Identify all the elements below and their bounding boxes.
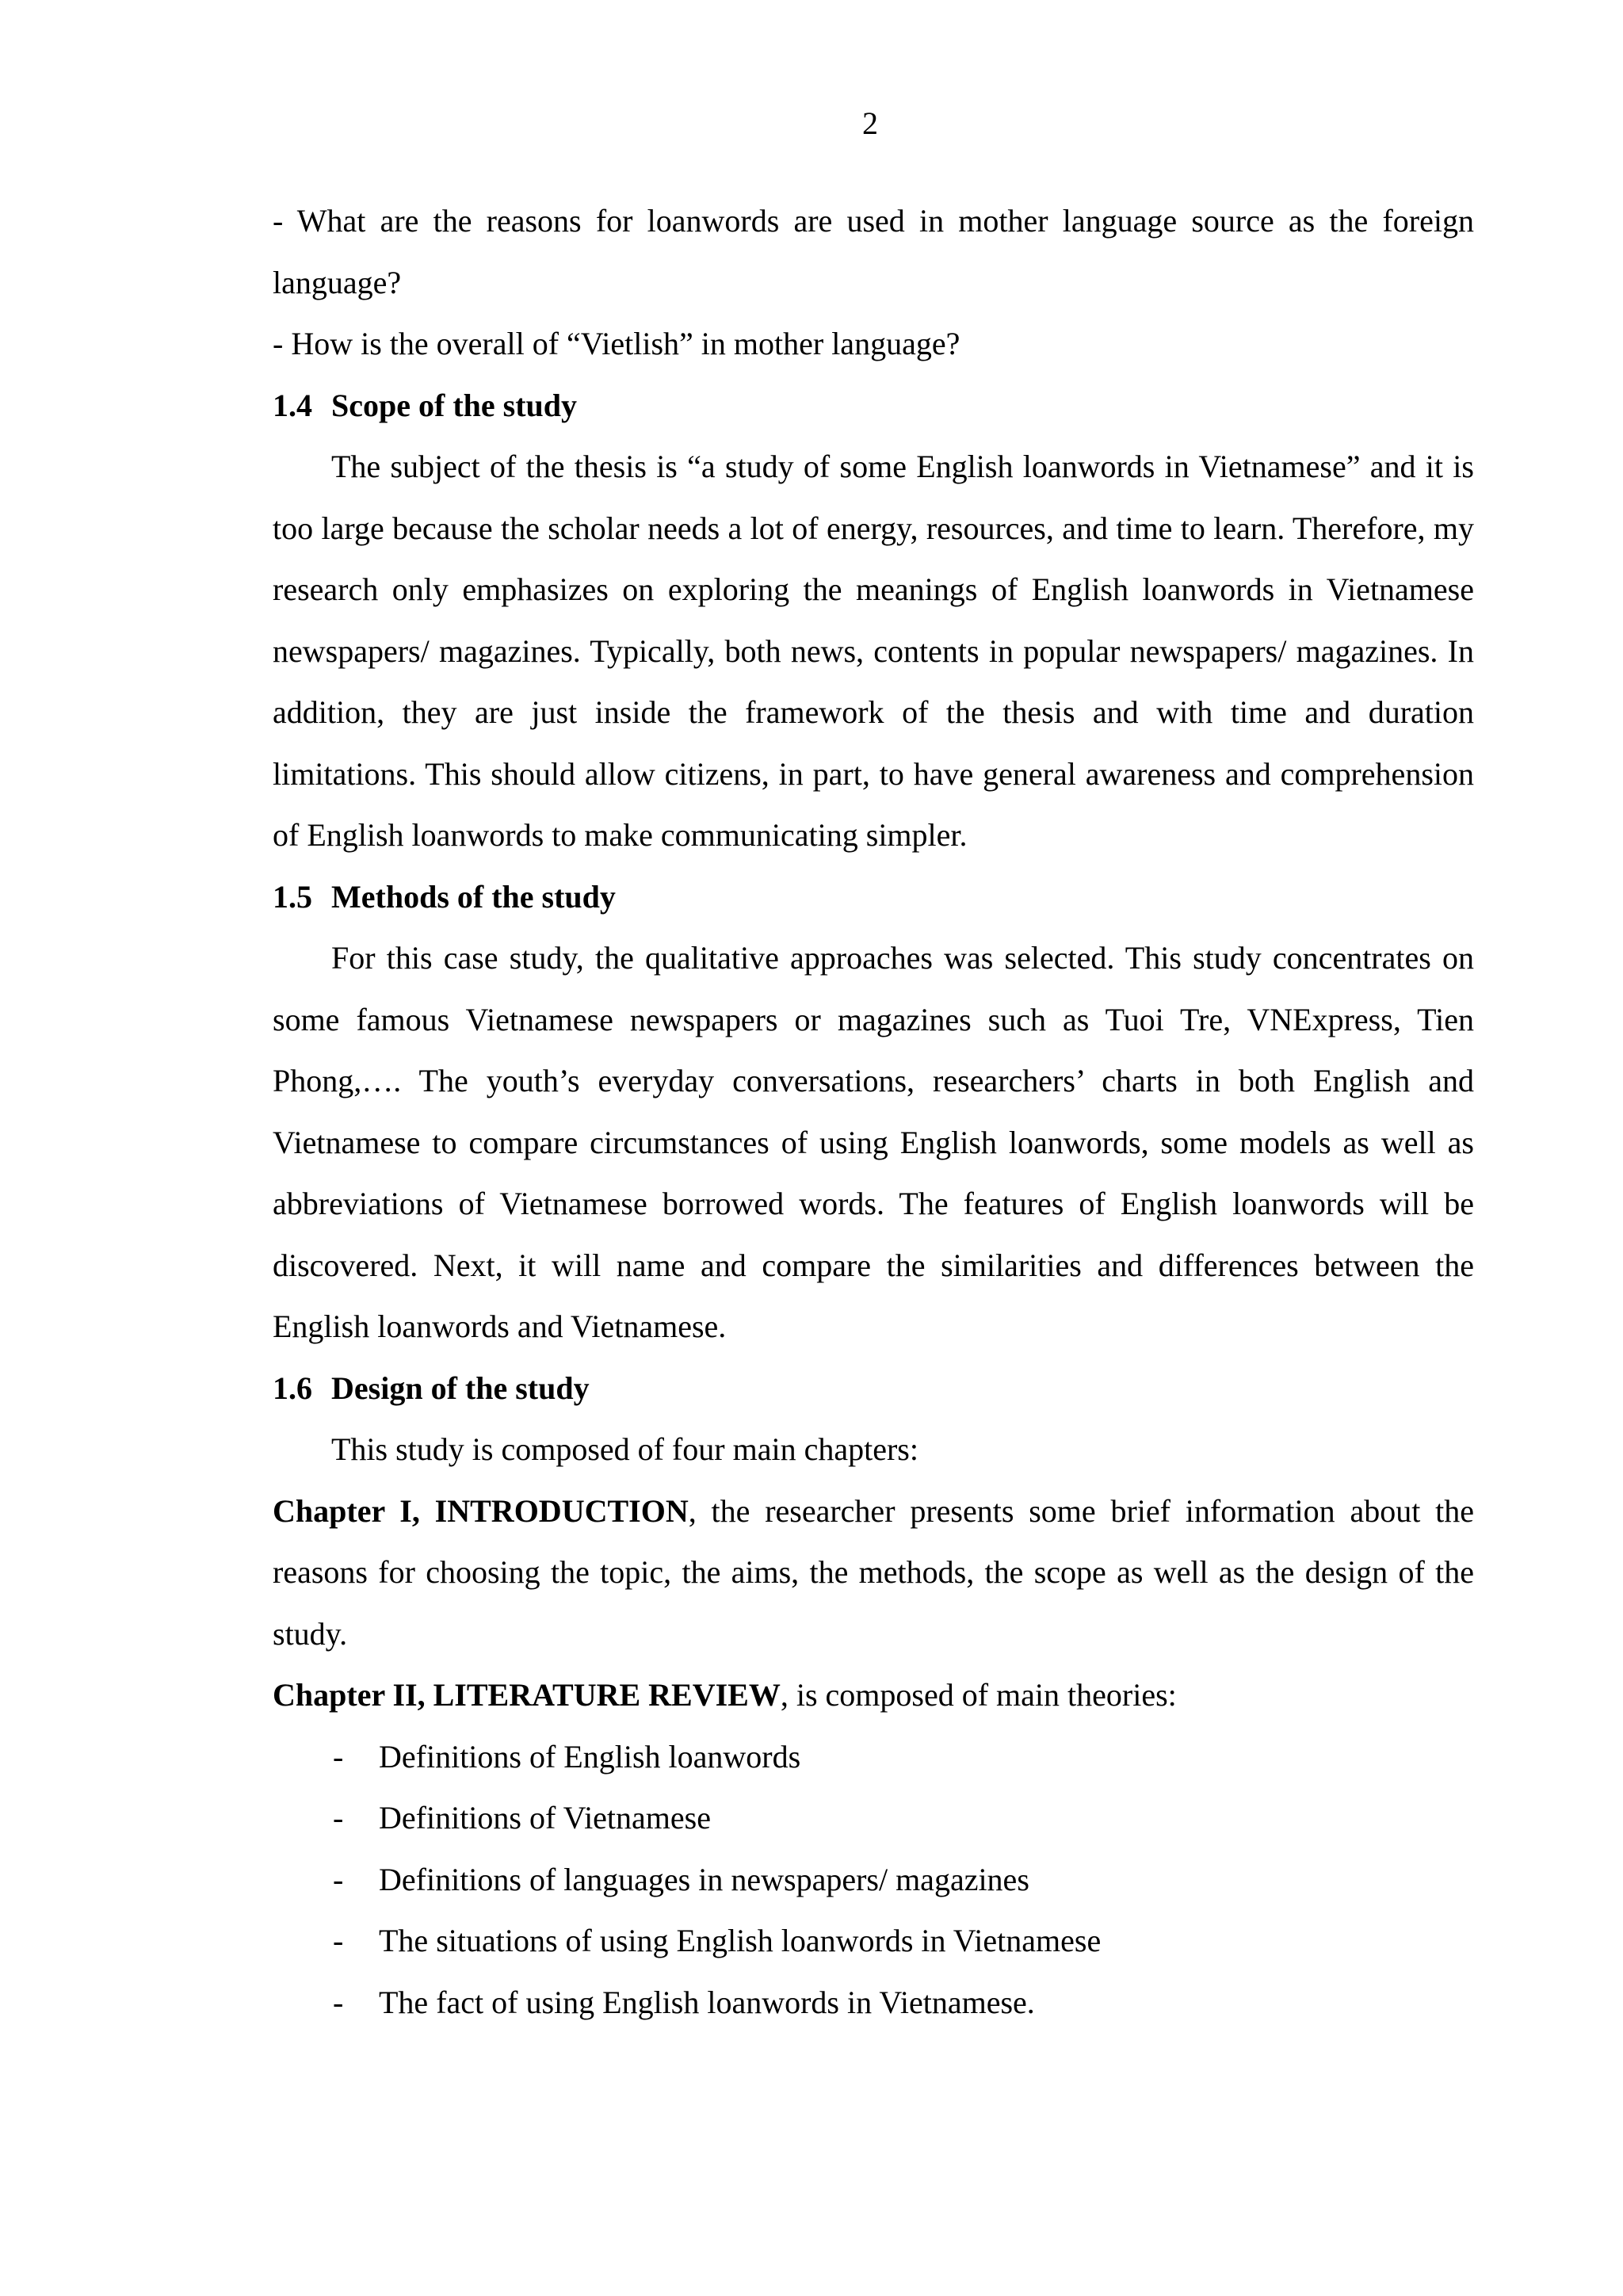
list-dash: -: [333, 1923, 344, 1958]
chapter-1-label: Chapter I, INTRODUCTION: [273, 1492, 689, 1529]
list-item-text: Definitions of English loanwords: [379, 1738, 801, 1775]
section-number: 1.5: [273, 878, 312, 915]
section-number: 1.6: [273, 1370, 312, 1406]
chapter-2-text: , is composed of main theories:: [780, 1677, 1177, 1713]
list-item: [273, 1910, 1474, 1972]
section-title: Design of the study: [331, 1370, 590, 1406]
chapter-2-theory-list: [273, 1726, 1474, 2034]
list-dash: -: [333, 1800, 344, 1836]
list-item-text: Definitions of languages in newspapers/ magazines: [379, 1861, 1029, 1897]
section-heading-scope: [273, 375, 1474, 437]
list-item: [273, 1726, 1474, 1788]
scope-paragraph: The subject of the thesis is “a study of some English loanwords in Vietnamese” and it is too large because the scholar needs a lot of energy, resources, and time to learn. Therefore, my research only emphasizes on exploring the meanings of English loanwords in Vietnamese newspapers/ magazines. Typically, both news, contents in popular newspapers/ magazines. In addition, they are just inside the framework of the thesis and with time and duration limitations. This should allow citizens, in part, to have general awareness and comprehension of English loanwords to make communicating simpler.: [273, 449, 1474, 853]
design-intro: This study is composed of four main chapters:: [331, 1431, 918, 1467]
chapter-1-text: , the researcher presents some brief information about the reasons for choosing the topic, the aims, the methods, the scope as well as the design of the study.: [273, 1492, 1474, 1652]
list-item-text: Definitions of Vietnamese: [379, 1800, 711, 1836]
page-content: [273, 190, 1474, 2033]
chapter-2-paragraph: [273, 1664, 1474, 1726]
list-item-text: The situations of using English loanwords in Vietnamese: [379, 1923, 1102, 1958]
chapter-1-paragraph: [273, 1480, 1474, 1665]
list-item: [273, 1972, 1474, 2034]
list-dash: -: [333, 1861, 344, 1897]
page-number: 2: [862, 105, 878, 141]
methods-paragraph: For this case study, the qualitative approaches was selected. This study concentrates on some famous Vietnamese newspapers or magazines such as Tuoi Tre, VNExpress, Tien Phong,…. The youth’s everyday conversations, researchers’ charts in both English and Vietnamese to compare circumstances of using English loanwords, some models as well as abbreviations of Vietnamese borrowed words. The features of English loanwords will be discovered. Next, it will name and compare the similarities and differences between the English loanwords and Vietnamese.: [273, 940, 1474, 1344]
list-item: [273, 1849, 1474, 1911]
section-heading-methods: [273, 866, 1474, 928]
question-2: - How is the overall of “Vietlish” in mother language?: [273, 326, 960, 361]
list-item: [273, 1787, 1474, 1849]
section-heading-design: [273, 1358, 1474, 1419]
list-dash: -: [333, 1984, 344, 2020]
chapter-2-label: Chapter II, LITERATURE REVIEW: [273, 1677, 781, 1713]
section-number: 1.4: [273, 387, 312, 423]
list-dash: -: [333, 1738, 344, 1775]
question-1: - What are the reasons for loanwords are used in mother language source as the foreign language?: [273, 203, 1474, 300]
section-title: Methods of the study: [331, 878, 616, 915]
list-item-text: The fact of using English loanwords in Vietnamese.: [379, 1984, 1035, 2020]
section-title: Scope of the study: [331, 387, 578, 423]
